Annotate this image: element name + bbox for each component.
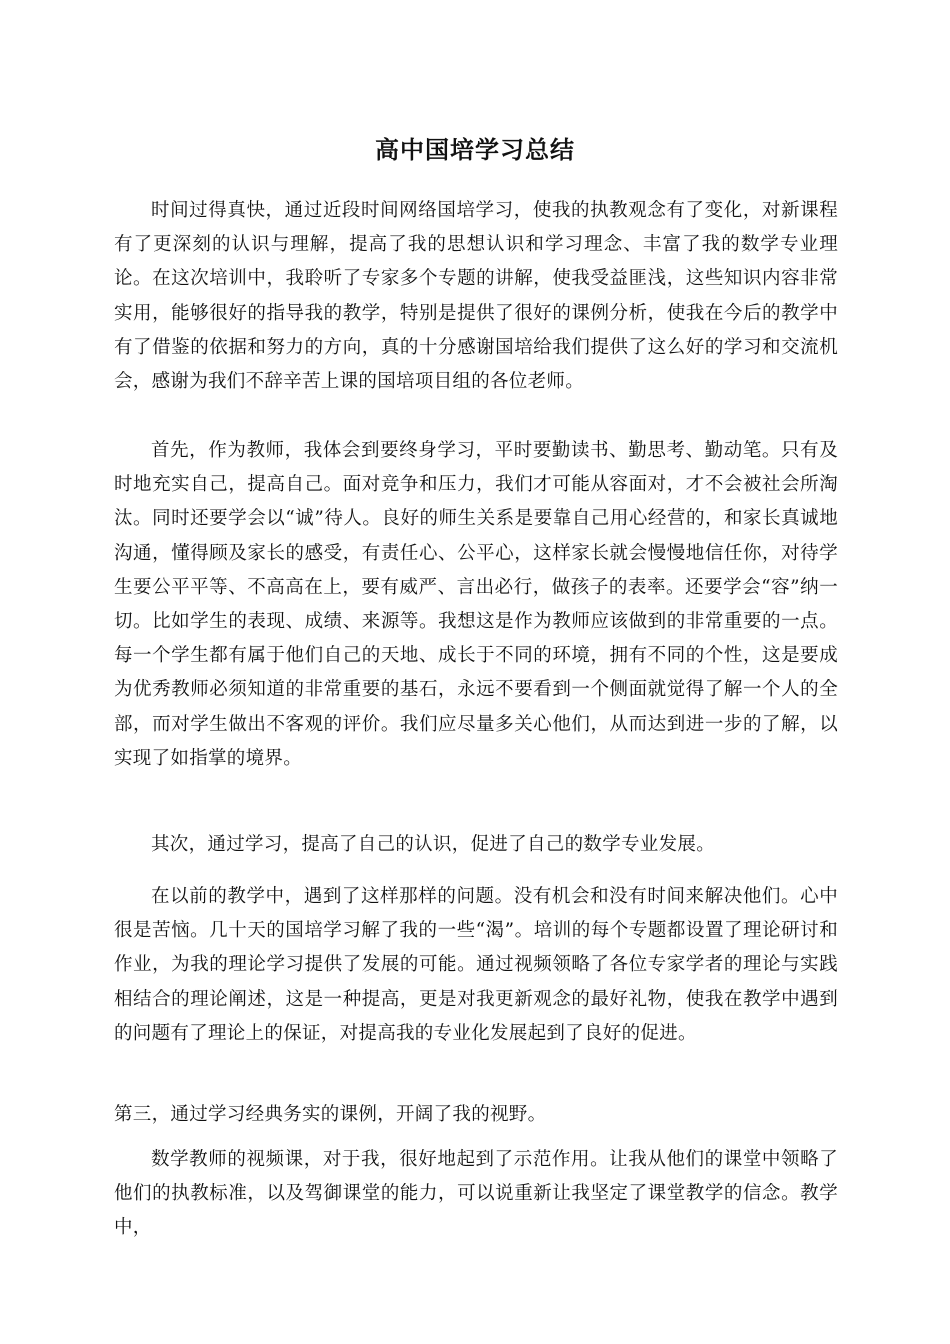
paragraph-first-point: 首先，作为教师，我体会到要终身学习，平时要勤读书、勤思考、勤动笔。只有及时地充实自己，提高自己。面对竞争和压力，我们才可能从容面对，才不会被社会所淘汰。同时还要学会以“诚”待人。良好的师生关系是要靠自己用心经营的，和家长真诚地沟通，懂得顾及家长的感受，有责任心、公平心，这样家长就会慢慢地信任你，对待学生要公平平等、不高高在上，要有威严、言出必行，做孩子的表率。还要学会“容”纳一切。比如学生的表现、成绩、来源等。我想这是作为教师应该做到的非常重要的一点。每一个学生都有属于他们自己的天地、成长于不同的环境，拥有不同的个性，这是要成为优秀教师必须知道的非常重要的基石，永远不要看到一个侧面就觉得了解一个人的全部，而对学生做出不客观的评价。我们应尽量多关心他们，从而达到进一步的了解，以实现了如指掌的境界。 bbox=[114, 440, 838, 769]
paragraph-intro: 时间过得真快，通过近段时间网络国培学习，使我的执教观念有了变化，对新课程有了更深刻的认识与理解，提高了我的思想认识和学习理念、丰富了我的数学专业理论。在这次培训中，我聆听了专家多个专题的讲解，使我受益匪浅，这些知识内容非常实用，能够很好的指导我的教学，特别是提供了很好的课例分析，使我在今后的教学中有了借鉴的依据和努力的方向，真的十分感谢国培给我们提供了这么好的学习和交流机会，感谢为我们不辞辛苦上课的国培项目组的各位老师。 bbox=[114, 200, 838, 393]
paragraph-second-body: 在以前的教学中，遇到了这样那样的问题。没有机会和没有时间来解决他们。心中很是苦恼。几十天的国培学习解了我的一些“渴”。培训的每个专题都设置了理论研讨和作业，为我的理论学习提供了发展的可能。通过视频领略了各位专家学者的理论与实践相结合的理论阐述，这是一种提高，更是对我更新观念的最好礼物，使我在教学中遇到的问题有了理论上的保证，对提高我的专业化发展起到了良好的促进。 bbox=[114, 886, 838, 1044]
paragraph-third-heading: 第三，通过学习经典务实的课例，开阔了我的视野。 bbox=[114, 1104, 547, 1125]
paragraph-third-body: 数学教师的视频课，对于我，很好地起到了示范作用。让我从他们的课堂中领略了他们的执教标准，以及驾御课堂的能力，可以说重新让我坚定了课堂教学的信念。教学中， bbox=[114, 1149, 838, 1239]
document-title: 高中国培学习总结 bbox=[375, 135, 575, 164]
paragraph-second-heading: 其次，通过学习，提高了自己的认识，促进了自己的数学专业发展。 bbox=[151, 834, 716, 855]
